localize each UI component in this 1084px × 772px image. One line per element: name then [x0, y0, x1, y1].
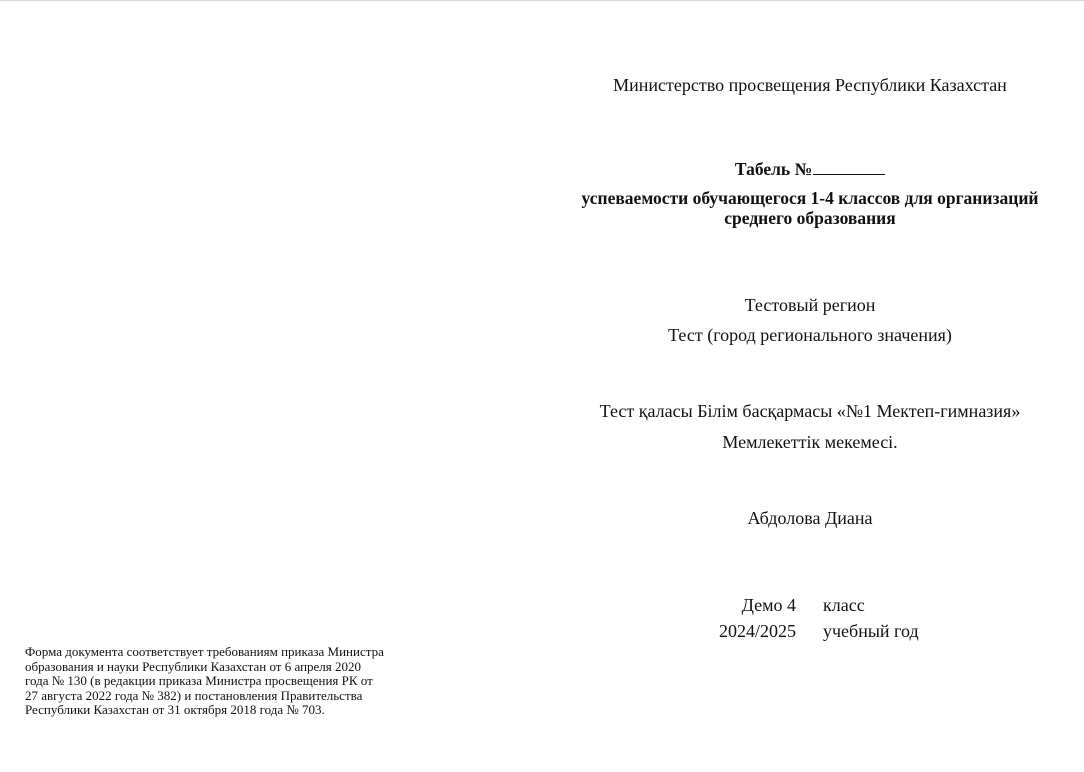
- school-year-label: учебный год: [823, 621, 919, 641]
- student-name: Абдолова Диана: [747, 508, 873, 528]
- school-year-value: 2024/2025: [718, 621, 796, 641]
- ministry-heading: Министерство просвещения Республики Казахстан: [613, 75, 1007, 95]
- class-label: класс: [823, 595, 865, 615]
- tabel-number-blank: [813, 157, 885, 175]
- tabel-subtitle: успеваемости обучающегося 1-4 классов для организаций среднего образования: [581, 188, 1039, 228]
- class-value: Демо 4: [741, 595, 796, 615]
- legal-footnote: Форма документа соответствует требованиям приказа Министра образования и науки Республики Казахстан от 6 апреля 2020 года № 130 (в редакции приказа Министра просвещения РК от 27 августа 2022 года № 382) и постановления Правительства Республики Казахстан от 31 октября 2018 года № 703.: [25, 644, 384, 718]
- tabel-label: Табель №: [734, 159, 813, 179]
- tabel-title: [560, 157, 1060, 180]
- organization-name-line1: Тест қаласы Білім басқармасы «№1 Мектеп-гимназия»: [599, 401, 1021, 421]
- city-name: Тест (город регионального значения): [668, 325, 952, 345]
- region-name: Тестовый регион: [744, 295, 876, 315]
- organization-name-line2: Мемлекеттік мекемесі.: [722, 432, 898, 452]
